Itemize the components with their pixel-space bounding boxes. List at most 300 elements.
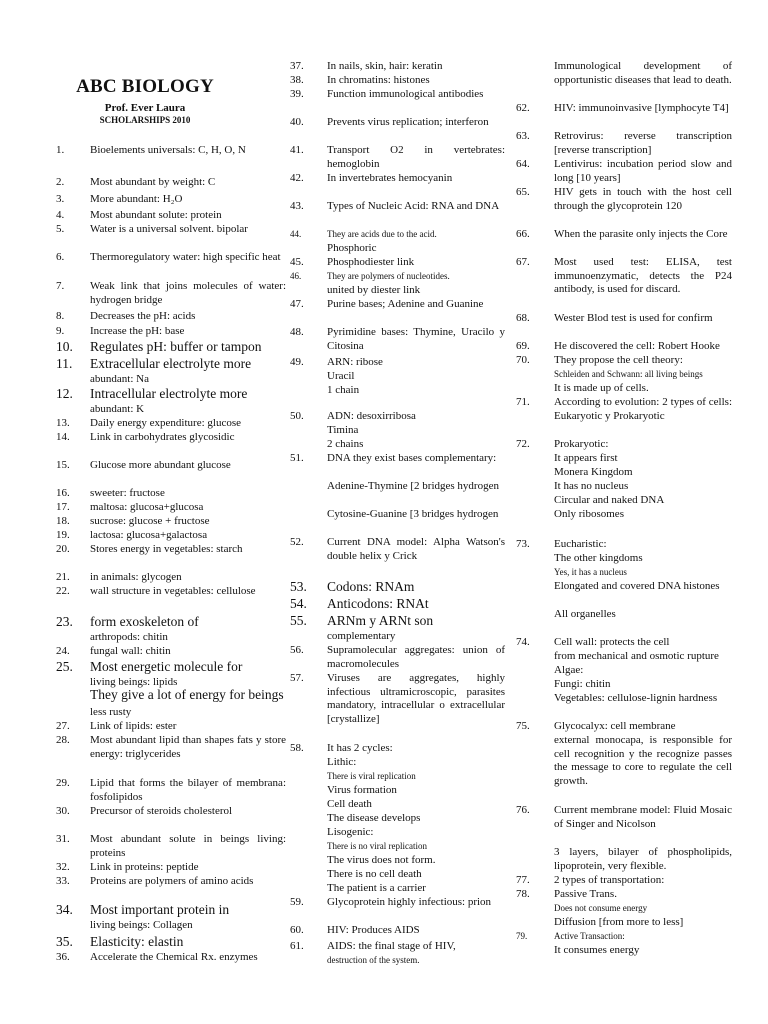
item-continuation [516,902,732,916]
item-continuation [516,508,732,522]
item-text: Yes, it has a nucleus [554,567,627,577]
item-number: 49. [290,356,304,368]
item-continuation [290,284,505,298]
item-text: Link of lipids: ester [90,720,177,732]
item-number: 56. [290,644,304,656]
item-30 [56,805,286,819]
item-text: united by diester link [327,284,421,296]
item-32 [56,861,286,875]
item-text: Anticodons: RNAt [327,596,429,611]
item-text: lactosa: glucosa+galactosa [90,529,208,541]
item-text: Link in carbohydrates glycosidic [90,431,235,443]
item-text: Timina [327,424,359,436]
item-text: HIV: Produces AIDS [327,924,420,936]
item-76 [516,804,732,831]
item-text: Bioelements universals: C, H, O, N [90,144,246,156]
item-78 [516,888,732,902]
item-number: 67. [516,256,530,268]
item-text: DNA they exist bases complementary: [327,452,497,464]
item-text: Lipid that forms the bilayer of membrana: fosfolipidos [90,777,286,803]
item-text: Passive Trans. [554,888,617,900]
item-continuation [290,424,505,438]
item-39 [290,88,505,102]
item-number: 47. [290,298,304,310]
item-57 [290,672,505,726]
item-number: 53. [290,579,307,594]
item-text: abundant: Na [90,373,149,385]
item-46 [290,270,505,284]
item-number: 32. [56,861,70,873]
item-text: Diffusion [from more to less] [554,916,684,928]
item-continuation [516,944,732,958]
item-text: external monocapa, is responsible for cell recognition y the recognize passes the message to core to regulate the cell growth. [554,734,732,787]
item-text: Increase the pH: base [90,325,185,337]
item-27 [56,720,286,734]
item-number: 20. [56,543,70,555]
item-continuation [56,706,280,720]
item-number: 13. [56,417,70,429]
item-number: 79. [516,931,528,941]
item-number: 15. [56,459,70,471]
item-67 [516,256,732,297]
item-text: 1 chain [327,384,360,396]
item-text: Current DNA model: Alpha Watson's double helix y Crick [327,536,505,562]
item-number: 66. [516,228,530,240]
item-number: 40. [290,116,304,128]
item-number: 60. [290,924,304,936]
item-number: 70. [516,354,530,366]
item-33 [56,875,286,889]
item-number: 10. [56,339,73,354]
item-text: Uracil [327,370,355,382]
item-text: In chromatins: histones [327,74,430,86]
item-text: Cell death [327,798,372,810]
item-number: 30. [56,805,70,817]
item-number: 6. [56,251,65,263]
item-number: 36. [56,951,70,963]
item-number: 1. [56,144,65,156]
item-text: When the parasite only injects the Core [554,228,728,240]
item-number: 78. [516,888,530,900]
item-1 [56,144,286,158]
item-58 [290,742,505,756]
item-continuation [290,826,505,840]
item-9 [56,325,286,339]
item-continuation [516,734,732,788]
item-text: Regulates pH: buffer or tampon [90,339,262,354]
item-36 [56,951,286,965]
item-number: 44. [290,229,302,239]
item-14 [56,431,286,445]
item-continuation [56,919,280,933]
item-text: sweeter: fructose [90,487,165,499]
item-3 [56,193,286,207]
item-continuation [516,552,732,566]
item-text: There is no cell death [327,868,422,880]
item-continuation [516,368,768,382]
item-text: Extracellular electrolyte more [90,356,252,371]
item-number: 72. [516,438,530,450]
item-text: Types of Nucleic Acid: RNA and DNA [327,200,500,212]
item-text: It has no nucleus [554,480,629,492]
item-text: Viruses are aggregates, highly infectious ultramicroscopic, parasites mandatory, intracellular o extracellular [crystallize] [327,672,505,725]
item-text: in animals: glycogen [90,571,182,583]
item-continuation [56,631,280,645]
item-number: 42. [290,172,304,184]
item-text: More abundant: H₂O [90,193,183,205]
item-text: ARNm y ARNt son [327,613,434,628]
item-number: 14. [56,431,70,443]
item-number: 2. [56,176,65,188]
item-continuation [290,882,505,896]
item-text: Purine bases; Adenine and Guanine [327,298,484,310]
item-text: Schleiden and Schwann: all living beings [554,369,703,379]
item-text: ADN: desoxirribosa [327,410,416,422]
item-56 [290,644,505,671]
item-number: 28. [56,734,70,746]
item-text: Circular and naked DNA [554,494,665,506]
item-50 [290,410,505,424]
item-text: The disease develops [327,812,421,824]
item-28 [56,734,286,761]
item-text: AIDS: the final stage of HIV, [327,940,456,952]
item-text: Most abundant solute: protein [90,209,222,221]
item-59 [290,896,505,910]
item-41 [290,144,505,171]
item-text: from mechanical and osmotic rupture [554,650,719,662]
item-text: Eucharistic: [554,538,607,550]
item-number: 63. [516,130,530,142]
item-number: 46. [290,271,302,281]
item-text: There is viral replication [327,771,416,781]
item-text: Thermoregulatory water: high specific heat [90,251,281,263]
item-text: Does not consume energy [554,903,648,913]
item-number: 22. [56,585,70,597]
item-number: 19. [56,529,70,541]
item-text: Proteins are polymers of amino acids [90,875,254,887]
item-text: The other kingdoms [554,552,643,564]
item-continuation [290,438,505,452]
item-text: Decreases the pH: acids [90,310,196,322]
item-text: Most abundant solute in beings living: proteins [90,833,286,859]
item-text: Active Transaction: [554,931,625,941]
item-number: 4. [56,209,65,221]
item-text: Prokaryotic: [554,438,609,450]
item-text: ARN: ribose [327,356,383,368]
item-number: 69. [516,340,530,352]
item-75 [516,720,732,734]
document-title: ABC BIOLOGY [76,76,214,97]
item-text: Wester Blod test is used for confirm [554,312,713,324]
item-text: Glycocalyx: cell membrane [554,720,676,732]
item-51 [290,452,505,466]
item-continuation [516,664,732,678]
item-42 [290,172,505,186]
item-text: fungal wall: chitin [90,645,171,657]
item-31 [56,833,286,860]
item-text: abundant: K [90,403,145,415]
item-text: 2 chains [327,438,364,450]
item-text: Glucose more abundant glucose [90,459,231,471]
item-continuation [290,784,505,798]
item-number: 33. [56,875,70,887]
item-number: 17. [56,501,70,513]
item-continuation [290,242,505,256]
item-continuation [290,630,505,644]
item-continuation [516,692,732,706]
item-number: 61. [290,940,304,952]
item-17 [56,501,286,515]
item-number: 58. [290,742,304,754]
item-text: Most used test: ELISA, test immunoenzymatic, detects the P24 antibody, is used for discard. [554,256,732,296]
item-text: Adenine-Thymine [2 bridges hydrogen [327,480,499,492]
item-text: Prevents virus replication; interferon [327,116,489,128]
item-text: It appears first [554,452,618,464]
item-number: 24. [56,645,70,657]
item-continuation [56,373,280,387]
item-text: arthropods: chitin [90,631,168,643]
item-number: 48. [290,326,304,338]
item-number: 76. [516,804,530,816]
item-number: 21. [56,571,70,583]
item-number: 12. [56,386,73,401]
item-text: Precursor of steroids cholesterol [90,805,233,817]
item-64 [516,158,732,185]
item-text: Codons: RNAm [327,579,415,594]
item-continuation [516,494,732,508]
item-number: 57. [290,672,304,684]
item-text: Phosphodiester link [327,256,415,268]
item-70 [516,354,732,368]
item-text: They are polymers of nucleotides. [327,271,450,281]
item-text: sucrose: glucose + fructose [90,515,210,527]
item-text: Fungi: chitin [554,678,611,690]
item-text: Most important protein in [90,902,230,917]
item-number: 68. [516,312,530,324]
item-number: 39. [290,88,304,100]
item-text: Immunological development of opportunistic diseases that lead to death. [554,60,732,86]
item-text: Vegetables: cellulose-lignin hardness [554,692,718,704]
item-5 [56,223,286,237]
item-number: 45. [290,256,304,268]
item-38 [290,74,505,88]
item-text: Retrovirus: reverse transcription [reverse transcription] [554,130,732,156]
item-number: 64. [516,158,530,170]
item-number: 27. [56,720,70,732]
item-number: 73. [516,538,530,550]
item-79 [516,930,732,944]
item-text: They propose the cell theory: [554,354,683,366]
item-text: Lisogenic: [327,826,374,838]
item-text: HIV gets in touch with the host cell through the glycoprotein 120 [554,186,732,212]
item-text: Stores energy in vegetables: starch [90,543,243,555]
item-text: It is made up of cells. [554,382,649,394]
item-number: 62. [516,102,530,114]
item-continuation [290,798,505,812]
item-continuation [290,480,505,494]
item-number: 16. [56,487,70,499]
item-number: 35. [56,934,73,949]
item-66 [516,228,732,242]
item-text: complementary [327,630,396,642]
item-19 [56,529,286,543]
item-text: maltosa: glucosa+glucosa [90,501,204,513]
item-49 [290,356,505,370]
item-45 [290,256,505,270]
item-72 [516,438,732,452]
item-number: 29. [56,777,70,789]
item-40 [290,116,505,130]
item-text: Phosphoric [327,242,377,254]
item-number: 8. [56,310,65,322]
item-15 [56,459,286,473]
item-24 [56,645,286,659]
item-text: Glycoprotein highly infectious: prion [327,896,492,908]
item-number: 50. [290,410,304,422]
item-text: living beings: lipids [90,676,178,688]
item-text: living beings: Collagen [90,919,193,931]
item-text: In invertebrates hemocyanin [327,172,453,184]
item-number: 18. [56,515,70,527]
item-number: 71. [516,396,530,408]
item-text: wall structure in vegetables: cellulose [90,585,256,597]
item-text: HIV: immunoinvasive [lymphocyte T4] [554,102,729,114]
item-continuation [290,854,505,868]
item-text: Most abundant by weight: C [90,176,216,188]
author-name: Prof. Ever Laura [104,102,186,114]
item-continuation [290,868,505,882]
item-continuation [290,770,505,784]
item-62 [516,102,732,116]
item-text: There is no viral replication [327,841,427,851]
item-number: 7. [56,280,65,292]
item-60 [290,924,505,938]
item-65 [516,186,732,213]
item-69 [516,340,732,354]
item-52 [290,536,505,563]
item-37 [290,60,505,74]
item-61 [290,940,505,954]
item-number: 43. [290,200,304,212]
item-text: They are acids due to the acid. [327,229,437,239]
item-continuation [290,370,505,384]
item-2 [56,176,286,190]
item-text: Elasticity: elastin [90,934,184,949]
item-text: Intracellular electrolyte more [90,386,248,401]
item-74 [516,636,732,650]
item-text: Daily energy expenditure: glucose [90,417,241,429]
item-text: Supramolecular aggregates: union of macromolecules [327,644,505,670]
item-text: 2 types of transportation: [554,874,665,886]
item-text: He discovered the cell: Robert Hooke [554,340,720,352]
item-48 [290,326,505,353]
item-47 [290,298,505,312]
item-text: Water is a universal solvent. bipolar [90,223,248,235]
item-number: 9. [56,325,65,337]
item-number: 77. [516,874,530,886]
item-13 [56,417,286,431]
item-text: It consumes energy [554,944,640,956]
item-text: Most abundant lipid than shapes fats y store energy: triglycerides [90,734,286,760]
item-text: Lentivirus: incubation period slow and long [10 years] [554,158,732,184]
item-continuation [516,466,732,480]
item-7 [56,280,286,307]
item-text: Cell wall: protects the cell [554,636,670,648]
item-text: Only ribosomes [554,508,624,520]
item-continuation [516,60,732,87]
item-continuation [290,954,517,968]
item-number: 11. [56,356,73,371]
item-number: 25. [56,659,73,674]
item-73 [516,538,732,552]
item-number: 51. [290,452,304,464]
item-21 [56,571,286,585]
item-6 [56,251,286,265]
item-continuation [516,678,732,692]
item-continuation [290,840,505,854]
item-text: less rusty [90,706,132,718]
item-text: Most energetic molecule for [90,659,243,674]
item-text: In nails, skin, hair: keratin [327,60,443,72]
item-continuation [516,580,732,594]
item-text: All organelles [554,608,616,620]
item-text: Elongated and covered DNA histones [554,580,720,592]
item-number: 55. [290,613,307,628]
item-text: The virus does not form. [327,854,436,866]
item-71 [516,396,732,423]
item-22 [56,585,286,599]
item-continuation [290,756,505,770]
item-number: 5. [56,223,65,235]
item-text: The patient is a carrier [327,882,426,894]
item-16 [56,487,286,501]
item-number: 3. [56,193,65,205]
item-text: Transport O2 in vertebrates: hemoglobin [327,144,505,170]
item-number: 74. [516,636,530,648]
item-continuation [516,480,732,494]
item-text: form exoskeleton of [90,614,199,629]
item-text: Virus formation [327,784,397,796]
item-text: Monera Kingdom [554,466,633,478]
item-text: Link in proteins: peptide [90,861,199,873]
item-text: 3 layers, bilayer of phospholipids, lipoprotein, very flexible. [554,846,732,872]
item-number: 75. [516,720,530,732]
item-continuation [290,812,505,826]
item-continuation [290,508,505,522]
item-29 [56,777,286,804]
item-number: 37. [290,60,304,72]
item-number: 65. [516,186,530,198]
item-77 [516,874,732,888]
item-text: Weak link that joins molecules of water: hydrogen bridge [90,280,286,306]
item-text: According to evolution: 2 types of cells: Eukaryotic y Prokaryotic [554,396,732,422]
item-number: 54. [290,596,307,611]
item-text: Lithic: [327,756,357,768]
item-text: Function immunological antibodies [327,88,484,100]
item-44 [290,228,505,242]
item-number: 52. [290,536,304,548]
item-number: 59. [290,896,304,908]
item-text: Cytosine-Guanine [3 bridges hydrogen [327,508,499,520]
item-43 [290,200,505,214]
item-text: They give a lot of energy for beings [90,687,284,702]
item-continuation [516,846,732,873]
item-number: 41. [290,144,304,156]
item-continuation [516,566,732,580]
item-number: 34. [56,902,73,917]
item-continuation [516,452,732,466]
item-63 [516,130,732,157]
